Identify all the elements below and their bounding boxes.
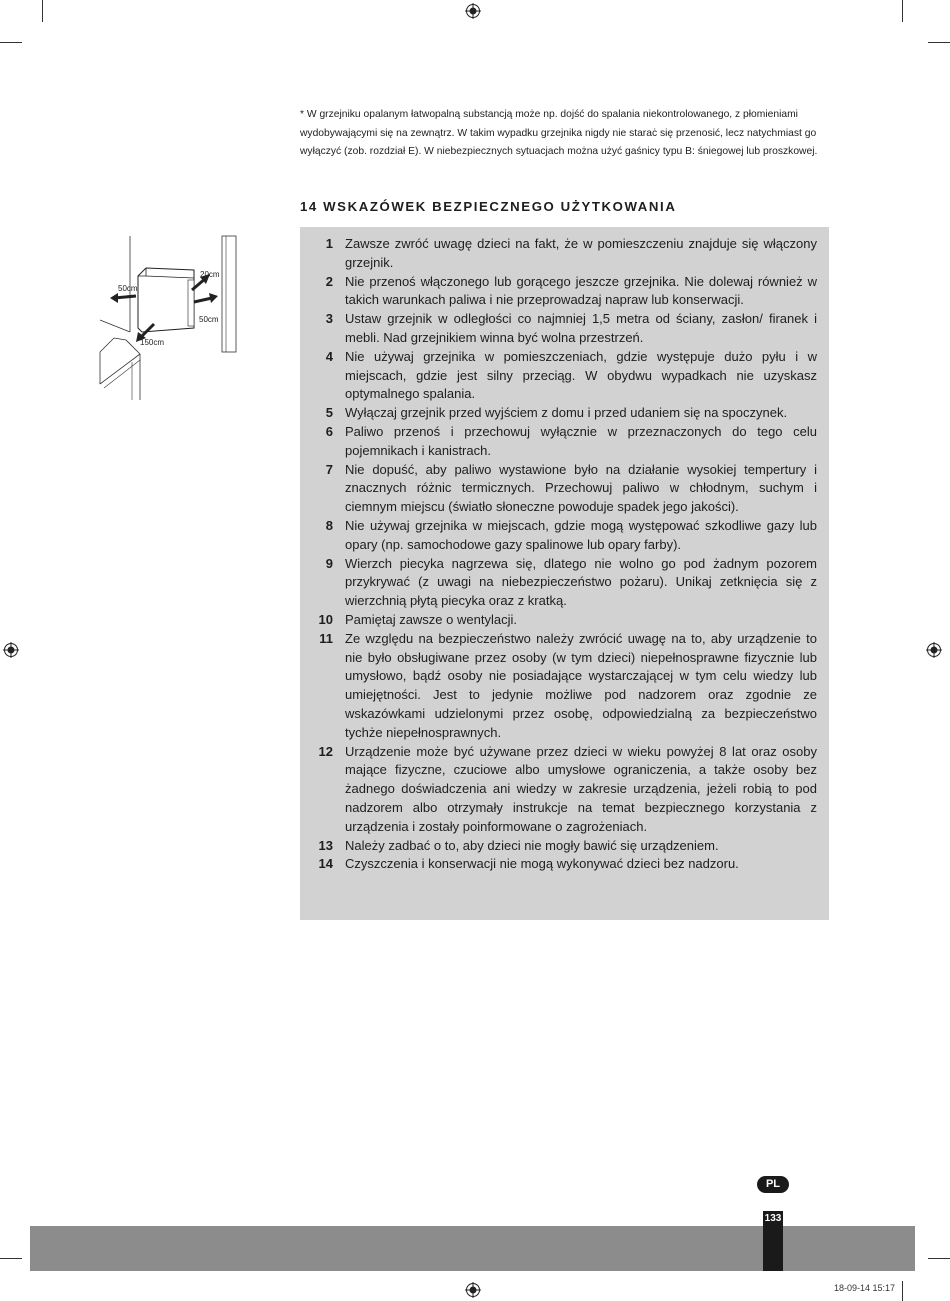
tip-number: 7 (325, 461, 333, 477)
intro-note: * W grzejniku opalanym łatwopalną substancją może np. dojść do spalania niekontrolowanego, z płomieniami wydobywającymi się na zewnątrz. W takim wypadku grzejnika nigdy nie staraċ się przenosić, lecz natychmiast go wyłączyć (zob. rozdział E). W niebezpiecznych sytuacjach można użyć gaśnicy typu B: śniegowej lub proszkowej. (300, 109, 818, 158)
tip-item (300, 555, 829, 611)
crop-mark (0, 1258, 22, 1259)
tip-text: Należy zadbać o to, aby dzieci nie mogły bawić się urządzeniem. (345, 837, 719, 853)
tip-number: 9 (325, 555, 333, 571)
registration-mark-icon (465, 1282, 481, 1298)
tip-item (300, 630, 829, 743)
tip-number: 6 (325, 423, 333, 439)
tip-text: Nie przenoś włączonego lub gorącego jeszcze grzejnika. Nie dolewaj również w takich warunkach paliwa i nie przeprowadzaj napraw lub konserwacji. (345, 273, 817, 308)
crop-mark (902, 1281, 903, 1301)
tip-number: 13 (318, 837, 333, 853)
crop-mark (928, 42, 950, 43)
tip-text: Pamiętaj zawsze o wentylacji. (345, 611, 517, 627)
furniture-outline (222, 236, 236, 352)
tip-number: 2 (325, 273, 333, 289)
label-right: 50cm (199, 315, 219, 324)
tip-number: 3 (325, 311, 333, 327)
label-left: 50cm (118, 284, 138, 293)
arrow-right (194, 298, 212, 302)
tip-number: 4 (325, 348, 333, 364)
table-outline (100, 338, 140, 400)
tip-number: 1 (325, 236, 333, 251)
tip-text: Wyłączaj grzejnik przed wyjściem z domu i przed udaniem się na spoczynek. (345, 405, 788, 421)
tip-item (300, 273, 829, 311)
crop-mark (0, 42, 22, 43)
tip-number: 10 (318, 611, 333, 627)
tip-text: Urządzenie może być używane przez dzieci w wieku powyżej 8 lat oraz osoby mające fizyczne, czuciowe albo umysłowe ograniczenia, a także osoby bez żadnego doświadczenia ani wiedzy w zakresie urządzenia, jeżeli robią to pod nadzorem albo otrzymały instrukcje na temat bezpiecznego korzystania z urządzenia i zostały poinformowane o zagrożeniach. (345, 743, 817, 834)
tip-item (300, 404, 829, 423)
label-top-right: 20cm (200, 270, 220, 279)
section-heading: 14 WSKAZÓWEK BEZPIECZNEGO UŻYTKOWANIA (300, 199, 677, 214)
tip-text: Czyszczenia i konserwacji nie mogą wykonywać dzieci bez nadzoru. (345, 856, 739, 872)
tip-text: Paliwo przenoś i przechowuj wyłącznie w przeznaczonych do tego celu pojemnikach i kanistrach. (345, 423, 817, 458)
registration-mark-icon (465, 3, 481, 19)
tip-text: Nie używaj grzejnika w miejscach, gdzie mogą występować szkodliwe gazy lub opary (np. samochodowe gazy spalinowe lub opary farby). (345, 517, 817, 552)
tip-item (300, 348, 829, 404)
page-number: 133 (764, 1213, 782, 1224)
label-front: 150cm (140, 338, 165, 347)
registration-mark-icon (926, 642, 942, 658)
tip-text: Ustaw grzejnik w odległości co najmniej 1,5 metra od ściany, zasłon/ firanek i mebli. Nad grzejnikiem winna być wolna przestrzeń. (345, 311, 817, 345)
tip-item (300, 310, 829, 348)
crop-mark (928, 1258, 950, 1259)
tip-text: Zawsze zwróć uwagę dzieci na fakt, że w pomieszczeniu znajduje się włączony grzejnik. (345, 236, 817, 270)
tip-text: Nie używaj grzejnika w pomieszczeniach, gdzie występuje dużo pyłu i w miejscach, gdzie jest silny przeciąg. W obydwu wypadkach nie uzyskasz optymalnego spalania. (345, 348, 817, 402)
tip-item (300, 611, 829, 630)
tip-text: Ze względu na bezpieczeństwo należy zwrócić uwagę na to, aby urządzenie to nie było obsługiwane przez osoby (w tym dzieci) niepełnosprawne fizycznie lub umysłowo, bądź osoby nie posiadające wystarczającej w tym celu wiedzy lub umiejętności. Jest to jedynie możliwe pod nadzorem oraz zgodnie ze wskazówkami udzielonymi przez osobę, odpowiedzialną za bezpieczeństwo tychże niepełnosprawnych. (345, 630, 817, 740)
crop-mark (42, 0, 43, 22)
crop-mark (902, 0, 903, 22)
tip-item (300, 855, 829, 874)
tip-number: 8 (325, 517, 333, 533)
tips-list (300, 235, 829, 874)
floor-line (100, 320, 130, 332)
tip-item (300, 461, 829, 517)
tip-item (300, 517, 829, 555)
print-stamp: 18-09-14 15:17 (834, 1283, 896, 1293)
tip-text: Nie dopuść, aby paliwo wystawione było na działanie wysokiej tempertury i znacznych różnic termicznych. Przechowuj paliwo w chłodnym, suchym i ciemnym miejscu (światło słoneczne powoduje spadek jego jakości). (345, 461, 817, 515)
tip-text: Wierzch piecyka nagrzewa się, dlatego nie wolno go pod żadnym pozorem przykrywać (z uwagi na niebezpieczeństwo pożaru). Unikaj zetknięcia się z wierzchnią płytą piecyka oraz z kratką. (345, 555, 817, 609)
tip-item (300, 837, 829, 856)
tip-number: 11 (319, 630, 333, 646)
tip-item (300, 235, 829, 273)
tip-item (300, 743, 829, 837)
tip-item (300, 423, 829, 461)
tip-number: 12 (318, 743, 333, 759)
clearance-diagram (96, 232, 242, 402)
registration-mark-icon (3, 642, 19, 658)
tip-number: 14 (318, 856, 333, 872)
tip-number: 5 (325, 405, 333, 421)
language-badge: PL (757, 1176, 789, 1193)
